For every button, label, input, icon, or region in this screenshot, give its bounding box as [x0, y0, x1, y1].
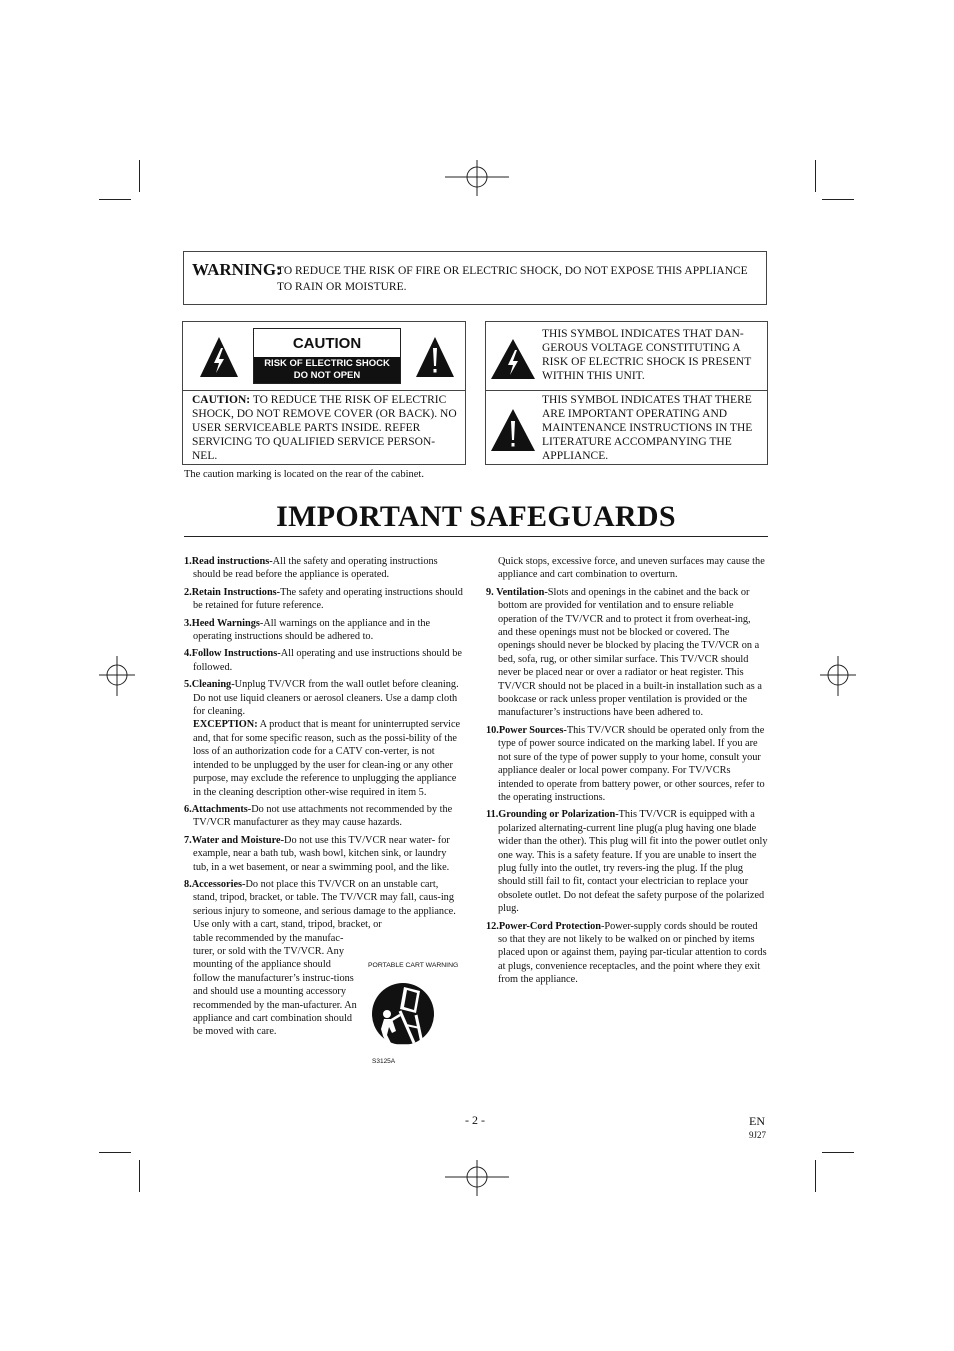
item-heading: 6.Attachments- [184, 803, 252, 815]
caution-text-label: CAUTION: [192, 394, 251, 406]
item-heading: 11.Grounding or Polarization- [486, 809, 619, 821]
registration-mark-bottom [445, 1160, 509, 1196]
exclamation-symbol-text: THIS SYMBOL INDICATES THAT THERE ARE IMPORTANT OPERATING AND MAINTENANCE INSTRUCTIONS IN THE LITERATURE ACCOMPANYING THE APPLIANCE. [542, 394, 753, 462]
exclamation-triangle-icon [415, 336, 455, 378]
item-body: This TV/VCR should be operated only from the type of power source indicated on the marking label. If you are not sure of the type of power supply to your home, consult your appliance dealer or local power company. For TV/VCRs intended to operate from battery power, or other sources, refer to the operating instructions. [498, 724, 765, 803]
cart-tipover-icon [370, 973, 436, 1067]
caution-label [253, 328, 401, 384]
page-title: IMPORTANT SAFEGUARDS [276, 500, 676, 533]
caution-strip-line2: DO NOT OPEN [293, 370, 361, 381]
portable-cart-warning [368, 962, 468, 1072]
item-heading: 5.Cleaning- [184, 679, 235, 691]
registration-mark-left [99, 656, 135, 696]
item-body: Do not place this TV/VCR on an unstable cart, stand, tripod, bracket, or table. The TV/VCR may fall, caus-ing serious injury to someone, and serious damage to the appliance. Use only with a cart, stand, tripod, bracket, or [193, 878, 456, 931]
cart-warning-label: PORTABLE CART WARNING [368, 962, 459, 969]
registration-mark-top [445, 160, 509, 196]
item-body: Slots and openings in the cabinet and the back or bottom are provided for ventilation and to ensure reliable operation of the TV/VCR and to protect it from overheat-ing, and these openings must not be blocked or covered. The openings should never be blocked by placing the TV/VCR on a bed, sofa, rug, or other similar surface. This TV/VCR should never be placed near or over a radiator or heat register. This TV/VCR should not be placed in a built-in installation such as a bookcase or rack unless proper ventilation is provided or the manufacturer’s instructions have been adhered to. [498, 586, 762, 719]
lightning-triangle-icon [490, 338, 536, 380]
warning-box [183, 251, 767, 305]
accessories-continued: table recommended by the manufac-turer, or sold with the TV/VCR. Any mounting of the appliance should follow the manufacturer’s instruc-tions and should use a mounting accessory recommended by the man-ufacturer. An appliance and cart combination should be moved with care. [193, 932, 357, 1038]
list-item [486, 808, 768, 915]
lightning-symbol-text: THIS SYMBOL INDICATES THAT DAN-GEROUS VOLTAGE CONSTITUTING A RISK OF ELECTRIC SHOCK IS PRESENT WITHIN THIS UNIT. [542, 328, 752, 382]
list-item [184, 834, 464, 874]
divider [183, 390, 465, 391]
list-item [184, 803, 464, 830]
exception-heading: EXCEPTION: [193, 719, 258, 731]
item-heading: 9. Ventilation- [486, 586, 548, 598]
item-body: Do not use attachments not recommended by the TV/VCR manufacturer as they may cause hazards. [193, 803, 453, 829]
item-body: All operating and use instructions should be followed. [193, 648, 462, 673]
caution-strip [254, 357, 400, 383]
list-item [184, 555, 464, 582]
title-rule [184, 536, 768, 537]
right-column [486, 555, 768, 991]
warning-text: TO REDUCE THE RISK OF FIRE OR ELECTRIC SHOCK, DO NOT EXPOSE THIS APPLIANCE TO RAIN OR MOISTURE. [277, 265, 748, 293]
item-heading: 3.Heed Warnings [184, 617, 260, 629]
registration-mark-right [820, 656, 856, 696]
caution-text-body: TO REDUCE THE RISK OF ELECTRIC SHOCK, DO NOT REMOVE COVER (OR BACK). NO USER SERVICEABLE PARTS INSIDE. REFER SERVICING TO QUALIFIED SERVICE PERSON-NEL. [192, 394, 457, 462]
item-body: -Power-supply cords should be routed so that they are not likely to be walked on or pinched by items placed upon or against them, paying par-ticular attention to cords at plugs, convenience receptacles, and the point where they exit from the appliance. [498, 920, 767, 986]
item-heading: 12.Power-Cord Protection [486, 920, 601, 932]
item-body: The safety and operating instructions should be retained for future reference. [193, 586, 463, 612]
warning-label: WARNING: [192, 260, 282, 279]
item-heading: 8.Accessories- [184, 878, 246, 890]
caution-title: CAUTION [292, 335, 362, 352]
item-body: This TV/VCR is equipped with a polarized alternating-current line plug(a plug having one blade wider than the other). This plug will fit into the power outlet only one way. This is a safety feature. If you are unable to insert the plug fully into the outlet, try revers-ing the plug. If the plug should still fail to fit, contact your electrician to replace your obsolete outlet. Do not defeat the safety purpose of the polarized plug. [498, 809, 768, 915]
list-item [486, 586, 768, 720]
exception-body: A product that is meant for uninterrupted service and, that for some specific reason, such as the possi-bility of the loss of an authorization code for a CATV con-verter, is not intended to be unplugged by the user for clean-ing or any other purpose, may exclude the reference to unplugging the appliance in the cleaning description other-wise required in item 5. [193, 719, 461, 798]
language-code: EN [749, 1114, 765, 1128]
cart-code: S3125A [372, 1058, 396, 1065]
divider [486, 390, 767, 391]
item-heading: 7.Water and Moisture- [184, 834, 285, 846]
caution-strip-line1: RISK OF ELECTRIC SHOCK [264, 358, 390, 369]
page-number: - 2 - [465, 1113, 485, 1127]
caution-box [182, 321, 466, 465]
list-item [184, 647, 464, 674]
item-body: All the safety and operating instructions should be read before the appliance is operated. [193, 556, 438, 581]
exception-note [184, 718, 464, 798]
list-item [184, 678, 464, 718]
list-item [486, 920, 768, 987]
item-heading: 4.Follow Instructions- [184, 648, 281, 660]
item-heading: 2.Retain Instructions- [184, 586, 281, 598]
accessories-continued-text: Quick stops, excessive force, and uneven surfaces may cause the appliance and cart combination to overturn. [498, 556, 765, 581]
item-body: -All warnings on the appliance and in the operating instructions should be adhered to. [193, 617, 431, 643]
list-item [184, 617, 464, 644]
item-body: Unplug TV/VCR from the wall outlet before cleaning. Do not use liquid cleaners or aerosol cleaners. Use a damp cloth for cleaning. [193, 679, 459, 718]
lightning-triangle-icon [199, 336, 239, 378]
exclamation-triangle-icon [490, 408, 536, 452]
list-item [184, 878, 464, 932]
symbol-box [485, 321, 768, 465]
item-body: Do not use this TV/VCR near water- for example, near a bath tub, wash bowl, kitchen sink, or laundry tub, in a wet basement, or near a swimming pool, and the like. [193, 834, 450, 873]
list-item [486, 724, 768, 804]
list-item [184, 586, 464, 613]
document-code: 9J27 [749, 1130, 767, 1140]
item-heading: 10.Power Sources- [486, 724, 567, 736]
caution-text [192, 393, 460, 463]
item-heading: 1.Read instructions- [184, 556, 273, 567]
caution-note: The caution marking is located on the rear of the cabinet. [184, 469, 424, 480]
